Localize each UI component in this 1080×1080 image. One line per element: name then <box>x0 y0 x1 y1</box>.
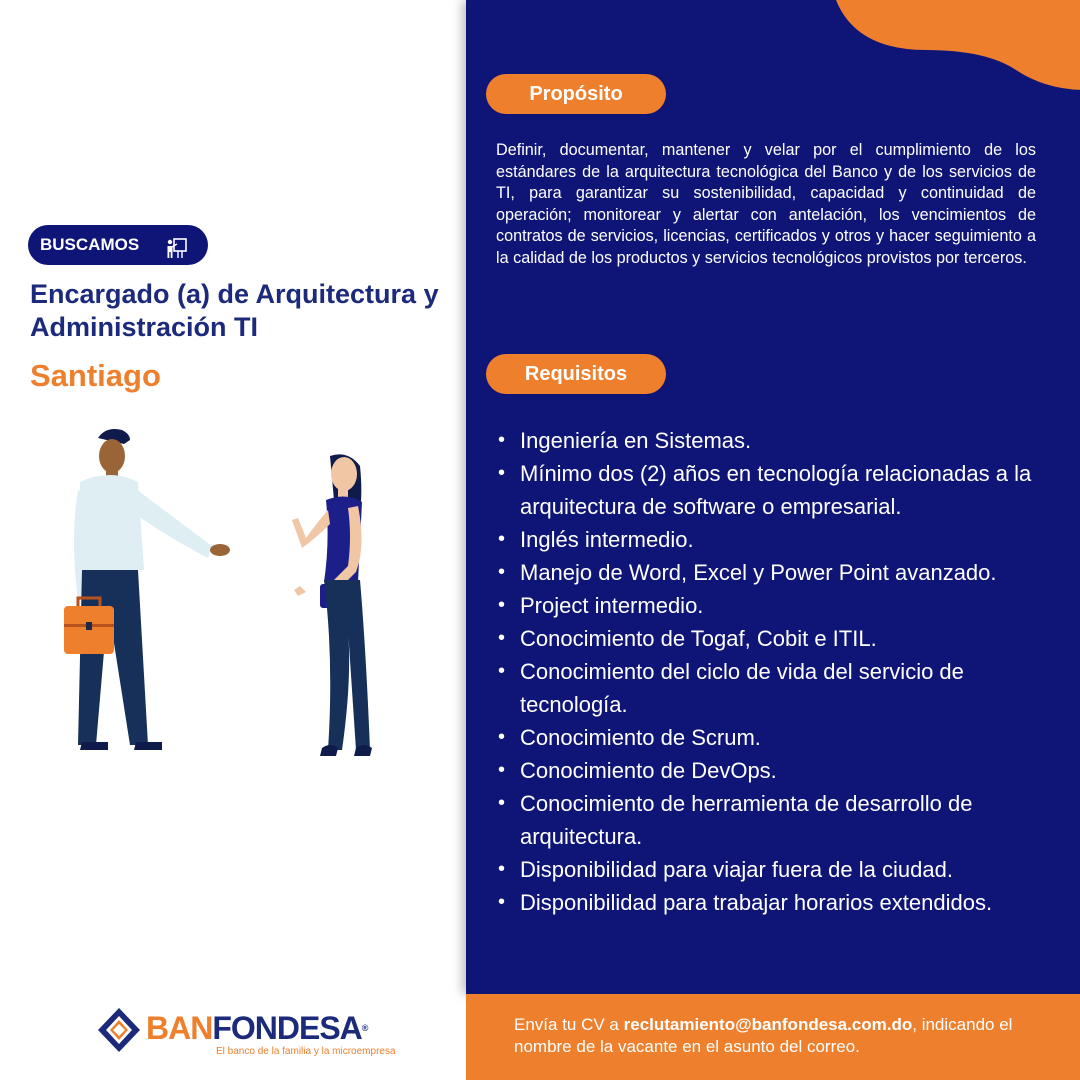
teacher-board-icon <box>166 234 188 274</box>
logo-word-ban: BAN <box>146 1010 213 1046</box>
two-people-meeting-illustration <box>50 420 400 770</box>
requirement-item: • Conocimiento de Togaf, Cobit e ITIL. <box>496 622 1056 655</box>
contact-prefix: Envía tu CV a <box>514 1015 624 1034</box>
requirement-item: • Mínimo dos (2) años en tecnología relacionadas a la arquitectura de software o empresarial. <box>496 457 1056 523</box>
requirements-list <box>496 424 1056 919</box>
logo-tagline: El banco de la familia y la microempresa <box>216 1046 396 1057</box>
requirement-item: • Disponibilidad para viajar fuera de la ciudad. <box>496 853 1056 886</box>
decorative-orange-wave <box>836 0 1080 90</box>
requirement-item: • Conocimiento de DevOps. <box>496 754 1056 787</box>
purpose-heading: Propósito <box>486 74 666 114</box>
buscamos-label: BUSCAMOS <box>40 235 140 254</box>
requirement-item: • Inglés intermedio. <box>496 523 1056 556</box>
purpose-text: Definir, documentar, mantener y velar por el cumplimiento de los estándares de la arquitectura tecnológica del Banco y de los servicios de TI, para garantizar su sostenibilidad, capacidad y continuidad de operación; monitorear y alertar con antelación, los vencimientos de contratos de servicios, licencias, certificados y otros y hacer seguimiento a la calidad de los productos y servicios tecnológicos provistos por terceros. <box>496 141 1036 267</box>
banfondesa-logo <box>96 1002 396 1066</box>
contact-footer <box>466 994 1080 1080</box>
logo-registered-mark: ® <box>361 1023 368 1033</box>
requirement-item: • Conocimiento de herramienta de desarrollo de arquitectura. <box>496 787 1056 853</box>
job-title: Encargado (a) de Arquitectura y Administración TI <box>30 279 439 342</box>
left-panel <box>0 0 466 1080</box>
requirement-item: • Conocimiento del ciclo de vida del servicio de tecnología. <box>496 655 1056 721</box>
logo-word-fondesa: FONDESA <box>212 1010 362 1046</box>
right-panel <box>466 0 1080 994</box>
job-location: Santiago <box>30 358 161 393</box>
requirement-item: • Ingeniería en Sistemas. <box>496 424 1056 457</box>
banfondesa-logo-mark <box>96 1006 142 1054</box>
requirement-item: • Conocimiento de Scrum. <box>496 721 1056 754</box>
requirement-item: • Project intermedio. <box>496 589 1056 622</box>
contact-suffix: , indicando el nombre de la vacante en el asunto del correo. <box>514 1015 1013 1056</box>
buscamos-badge <box>28 225 208 265</box>
requirement-item: • Disponibilidad para trabajar horarios extendidos. <box>496 886 1056 919</box>
contact-text <box>514 1014 1054 1058</box>
requirements-heading: Requisitos <box>486 354 666 394</box>
requirement-item: • Manejo de Word, Excel y Power Point avanzado. <box>496 556 1056 589</box>
logo-wordmark <box>146 1010 367 1046</box>
contact-email-link[interactable]: reclutamiento@banfondesa.com.do <box>623 1015 913 1034</box>
